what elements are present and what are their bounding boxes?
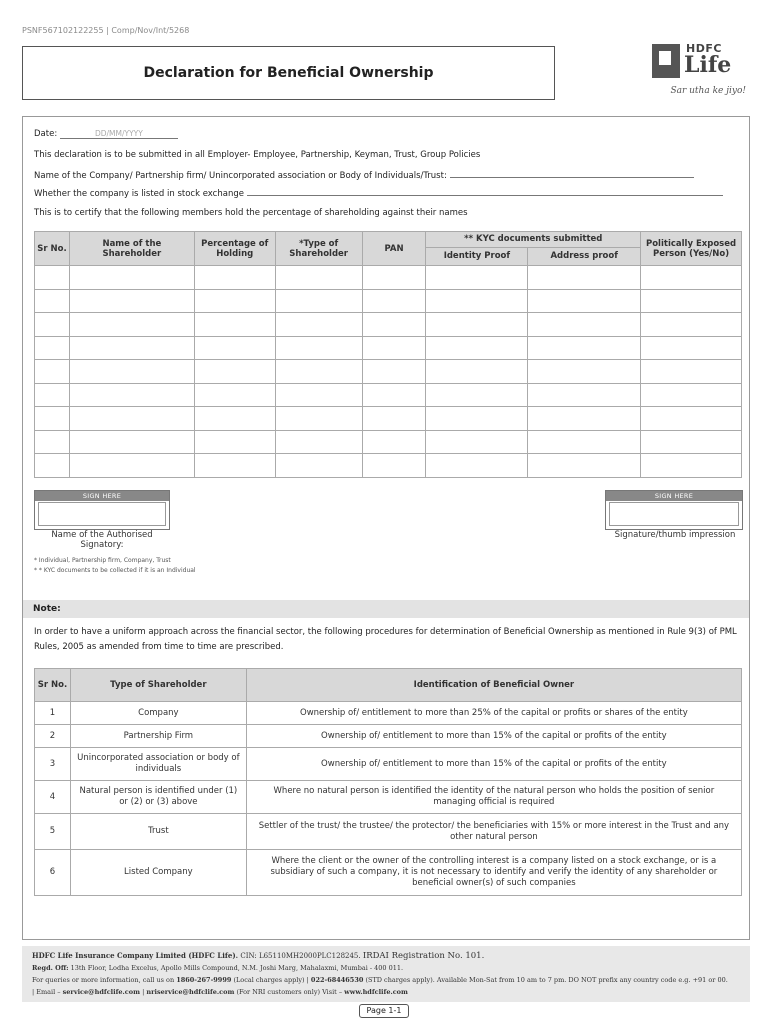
table-cell-input[interactable]: [194, 336, 275, 360]
table-cell-input[interactable]: [194, 266, 275, 290]
company-name-label: Name of the Company/ Partnership firm/ Unincorporated association or Body of Individuals/Trust:: [34, 171, 447, 181]
footer-email-line: [32, 986, 740, 998]
col-identification: Identification of Beneficial Owner: [246, 669, 741, 702]
table-cell-input[interactable]: [426, 407, 528, 431]
logo-brand-bottom: Life: [684, 52, 732, 78]
signatory-sign-field[interactable]: [38, 502, 166, 526]
table-cell-input[interactable]: [426, 360, 528, 384]
col-shareholder-type: Type of Shareholder: [70, 669, 246, 702]
note-text: In order to have a uniform approach across the financial sector, the following procedures for determination of Beneficial Ownership as mentioned in Rule 9(3) of PML Rules, 2005 as amended from time to time are prescribed.: [34, 627, 737, 652]
col-sr-no: Sr No.: [35, 232, 70, 266]
footer-cin: CIN: L65110MH2000PLC128245.: [240, 952, 361, 960]
table-cell-input[interactable]: [362, 383, 426, 407]
row-identification: Ownership of/ entitlement to more than 15% of the capital or profits of the entity: [246, 748, 741, 781]
date-field[interactable]: DD/MM/YYYY: [60, 129, 178, 139]
table-cell-input[interactable]: [641, 289, 742, 313]
company-name-field[interactable]: [450, 170, 694, 178]
logo-brand-top: HDFC: [686, 42, 722, 55]
row-sr-no: 1: [35, 702, 71, 725]
footer-address-line: [32, 962, 740, 974]
col-pan: PAN: [362, 232, 426, 266]
table-cell-input[interactable]: [35, 454, 70, 478]
page-title: Declaration for Beneficial Ownership: [143, 65, 434, 81]
table-cell-input[interactable]: [275, 407, 362, 431]
table-cell-input[interactable]: [35, 336, 70, 360]
table-row: [35, 702, 742, 725]
table-cell-input[interactable]: [641, 313, 742, 337]
table-row: [35, 383, 742, 407]
row-shareholder-type: Trust: [70, 814, 246, 850]
table-cell-input[interactable]: [194, 360, 275, 384]
title-box: [22, 46, 555, 100]
table-cell-input[interactable]: [35, 266, 70, 290]
table-cell-input[interactable]: [194, 407, 275, 431]
logo-square-icon: [652, 44, 680, 78]
footer-contact-line: [32, 974, 740, 986]
table-row: [35, 430, 742, 454]
row-sr-no: 3: [35, 748, 71, 781]
table-row: [35, 725, 742, 748]
reference-number: PSNF567102122255 | Comp/Nov/Int/5268: [22, 26, 190, 35]
table-cell-input[interactable]: [35, 407, 70, 431]
table-cell-input[interactable]: [528, 430, 641, 454]
row-identification: Where no natural person is identified the identity of the natural person who holds the position of senior managing official is required: [246, 781, 741, 814]
row-shareholder-type: Partnership Firm: [70, 725, 246, 748]
beneficial-owner-table: [34, 668, 742, 896]
company-name-line: [34, 170, 694, 181]
row-sr-no: 4: [35, 781, 71, 814]
col-percentage: Percentage of Holding: [194, 232, 275, 266]
table-cell-input[interactable]: [528, 313, 641, 337]
footer-company-line: [32, 950, 740, 962]
row-shareholder-type: Unincorporated association or body of individuals: [70, 748, 246, 781]
thumb-impression-caption: Signature/thumb impression: [614, 530, 736, 540]
table-cell-input[interactable]: [69, 313, 194, 337]
row-identification: Settler of the trust/ the trustee/ the protector/ the beneficiaries with 15% or more interest in the Trust and any other natural person: [246, 814, 741, 850]
shareholder-table: [34, 231, 742, 478]
footer-phone-local[interactable]: 1860-267-9999: [176, 976, 232, 984]
date-label: Date:: [34, 129, 58, 139]
table-cell-input[interactable]: [69, 289, 194, 313]
thumb-impression-field[interactable]: [609, 502, 739, 526]
logo-tagline: Sar utha ke jiyo!: [670, 86, 746, 96]
table-cell-input[interactable]: [35, 289, 70, 313]
table-cell-input[interactable]: [35, 360, 70, 384]
date-line: [34, 129, 178, 139]
footer-nri-text: (For NRI customers only) Visit –: [236, 988, 343, 996]
table-cell-input[interactable]: [35, 383, 70, 407]
col-identity-proof: Identity Proof: [426, 247, 528, 265]
footer-hours-text: (STD charges apply). Available Mon-Sat from 10 am to 7 pm. DO NOT prefix any country code e.g. +91 or 00.: [365, 976, 728, 984]
table-cell-input[interactable]: [362, 289, 426, 313]
footer-address: 13th Floor, Lodha Excelus, Apollo Mills Compound, N.M. Joshi Marg, Mahalaxmi, Mumbai - 400 011.: [70, 964, 404, 972]
table-cell-input[interactable]: [194, 313, 275, 337]
thumb-impression-sign-box[interactable]: [605, 490, 743, 530]
table-cell-input[interactable]: [275, 266, 362, 290]
col-address-proof: Address proof: [528, 247, 641, 265]
table-cell-input[interactable]: [69, 266, 194, 290]
stock-exchange-field[interactable]: [247, 188, 723, 196]
page-number: Page 1-1: [359, 1004, 409, 1018]
footer-email-service[interactable]: service@hdfclife.com: [62, 988, 140, 996]
footer-company: HDFC Life Insurance Company Limited (HDFC Life).: [32, 951, 239, 960]
table-cell-input[interactable]: [275, 360, 362, 384]
row-sr-no: 6: [35, 850, 71, 896]
table-cell-input[interactable]: [69, 336, 194, 360]
table-cell-input[interactable]: [528, 266, 641, 290]
row-identification: Ownership of/ entitlement to more than 15% of the capital or profits of the entity: [246, 725, 741, 748]
table-cell-input[interactable]: [194, 383, 275, 407]
stock-exchange-label: Whether the company is listed in stock exchange: [34, 189, 244, 199]
table-cell-input[interactable]: [641, 383, 742, 407]
table-row: [35, 454, 742, 478]
table-row: [35, 781, 742, 814]
table-cell-input[interactable]: [362, 430, 426, 454]
footer-phone-std[interactable]: 022-68446530: [310, 976, 364, 984]
table-cell-input[interactable]: [426, 266, 528, 290]
hdfc-life-logo: [650, 42, 746, 102]
table-row: [35, 748, 742, 781]
table-row: [35, 814, 742, 850]
table-cell-input[interactable]: [528, 336, 641, 360]
table-cell-input[interactable]: [641, 430, 742, 454]
col-shareholder-type: *Type of Shareholder: [275, 232, 362, 266]
row-sr-no: 2: [35, 725, 71, 748]
certify-line: This is to certify that the following members hold the percentage of shareholding against their names: [34, 208, 468, 218]
table-cell-input[interactable]: [35, 313, 70, 337]
table-cell-input[interactable]: [426, 454, 528, 478]
beneficial-owner-table-body: [35, 702, 742, 896]
table-cell-input[interactable]: [194, 430, 275, 454]
table-cell-input[interactable]: [641, 360, 742, 384]
table-row: [35, 266, 742, 290]
table-cell-input[interactable]: [528, 383, 641, 407]
table-cell-input[interactable]: [275, 383, 362, 407]
table-cell-input[interactable]: [69, 407, 194, 431]
footer-website-link[interactable]: www.hdfclife.com: [344, 988, 408, 996]
table-cell-input[interactable]: [426, 289, 528, 313]
table-cell-input[interactable]: [362, 407, 426, 431]
stock-exchange-line: [34, 188, 723, 199]
footer-email-label: | Email –: [32, 988, 61, 996]
footer-queries-text: For queries or more information, call us on: [32, 976, 175, 984]
table-row: [35, 850, 742, 896]
footer-regd-label: Regd. Off:: [32, 964, 69, 972]
table-cell-input[interactable]: [641, 266, 742, 290]
table-row: [35, 289, 742, 313]
table-cell-input[interactable]: [275, 430, 362, 454]
footnote-shareholder-type: * Individual, Partnership firm, Company, Trust: [34, 557, 171, 564]
table-cell-input[interactable]: [275, 289, 362, 313]
table-cell-input[interactable]: [528, 407, 641, 431]
table-cell-input[interactable]: [362, 313, 426, 337]
table-cell-input[interactable]: [69, 383, 194, 407]
authorised-signatory-sign-box[interactable]: [34, 490, 170, 530]
table-cell-input[interactable]: [426, 336, 528, 360]
table-cell-input[interactable]: [426, 430, 528, 454]
table-cell-input[interactable]: [528, 360, 641, 384]
authorised-signatory-caption: Name of the Authorised Signatory:: [51, 530, 153, 550]
footer-separator: |: [142, 988, 145, 996]
table-cell-input[interactable]: [362, 266, 426, 290]
footer-bar: [22, 946, 750, 1002]
table-cell-input[interactable]: [69, 360, 194, 384]
table-cell-input[interactable]: [426, 383, 528, 407]
table-cell-input[interactable]: [275, 454, 362, 478]
table-row: [35, 336, 742, 360]
table-cell-input[interactable]: [528, 289, 641, 313]
table-cell-input[interactable]: [69, 430, 194, 454]
row-shareholder-type: Company: [70, 702, 246, 725]
col-kyc-documents: ** KYC documents submitted: [426, 232, 641, 248]
table-row: [35, 313, 742, 337]
row-sr-no: 5: [35, 814, 71, 850]
table-row: [35, 407, 742, 431]
row-identification: Where the client or the owner of the controlling interest is a company listed on a stock exchange, or is a subsidiary of such a company, it is not necessary to identify and verify the identity of any shareholder or beneficial owner(s) of such companies: [246, 850, 741, 896]
table-cell-input[interactable]: [641, 454, 742, 478]
row-shareholder-type: Listed Company: [70, 850, 246, 896]
table-cell-input[interactable]: [426, 313, 528, 337]
table-cell-input[interactable]: [362, 454, 426, 478]
table-cell-input[interactable]: [362, 360, 426, 384]
footer-irdai: IRDAI Registration No. 101.: [362, 951, 485, 961]
table-row: [35, 360, 742, 384]
table-cell-input[interactable]: [194, 454, 275, 478]
table-cell-input[interactable]: [35, 430, 70, 454]
table-cell-input[interactable]: [275, 336, 362, 360]
table-cell-input[interactable]: [194, 289, 275, 313]
table-cell-input[interactable]: [275, 313, 362, 337]
sign-here-label: SIGN HERE: [606, 491, 742, 501]
table-cell-input[interactable]: [362, 336, 426, 360]
table-cell-input[interactable]: [641, 336, 742, 360]
row-identification: Ownership of/ entitlement to more than 25% of the capital or profits or shares of the entity: [246, 702, 741, 725]
footnote-kyc: * * KYC documents to be collected if it is an Individual: [34, 567, 196, 574]
col-sr-no: Sr No.: [35, 669, 71, 702]
footer-email-nri[interactable]: nriservice@hdfclife.com: [146, 988, 235, 996]
col-politically-exposed: Politically Exposed Person (Yes/No): [641, 232, 742, 266]
table-cell-input[interactable]: [641, 407, 742, 431]
table-cell-input[interactable]: [69, 454, 194, 478]
shareholder-table-body: [35, 266, 742, 478]
note-heading: Note:: [23, 600, 749, 618]
declaration-line: This declaration is to be submitted in all Employer- Employee, Partnership, Keyman, Trust, Group Policies: [34, 150, 481, 160]
table-cell-input[interactable]: [528, 454, 641, 478]
row-shareholder-type: Natural person is identified under (1) or (2) or (3) above: [70, 781, 246, 814]
sign-here-label: SIGN HERE: [35, 491, 169, 501]
footer-local-charges: (Local charges apply) |: [233, 976, 309, 984]
col-shareholder-name: Name of the Shareholder: [69, 232, 194, 266]
